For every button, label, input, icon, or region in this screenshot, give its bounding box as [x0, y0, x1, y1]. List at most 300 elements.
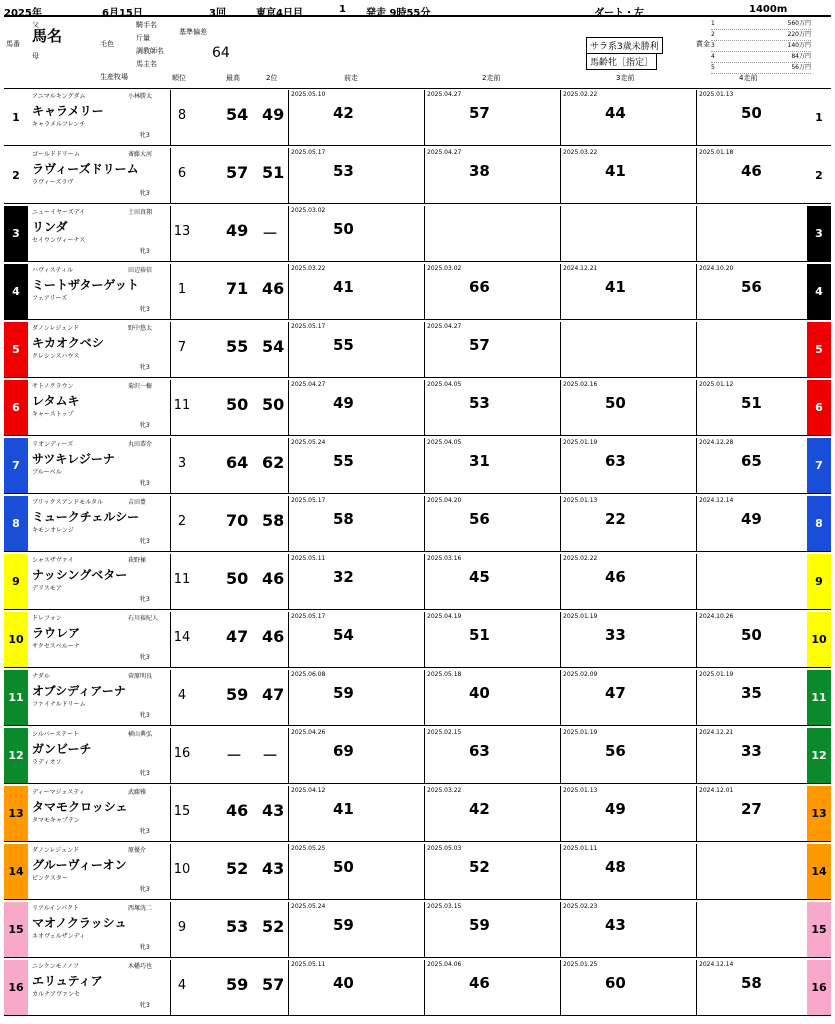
- past-race-date: 2024.12.28: [699, 439, 734, 446]
- past-race-date: 2025.01.12: [699, 381, 734, 388]
- past-race[interactable]: [424, 844, 560, 899]
- sex-age: 牝3: [140, 422, 150, 429]
- past-race-date: 2025.04.27: [291, 381, 326, 388]
- past-race[interactable]: [424, 670, 560, 725]
- past-race-score: 65: [741, 452, 762, 470]
- sire-name: リアルインパクト: [32, 905, 80, 912]
- jockey-name: 斎藤大河: [128, 151, 153, 158]
- past-race[interactable]: [696, 728, 805, 783]
- table-row: [4, 612, 831, 668]
- past-race[interactable]: [288, 844, 424, 899]
- past-race-empty: [560, 206, 696, 261]
- past-race-score: 50: [333, 858, 354, 876]
- past-race-date: 2025.04.05: [427, 439, 462, 446]
- jockey-label: 騎手名: [136, 21, 157, 29]
- dam-name: クレシンスハウス: [32, 353, 80, 360]
- past-race[interactable]: [288, 612, 424, 667]
- past-race[interactable]: [560, 496, 696, 551]
- past-race[interactable]: [288, 148, 424, 203]
- past-race-score: 49: [741, 510, 762, 528]
- race-header: [4, 4, 831, 17]
- past-race[interactable]: [424, 960, 560, 1015]
- rank-order: 4: [177, 688, 187, 703]
- past-race-score: 50: [741, 626, 762, 644]
- rank-order: 8: [177, 108, 187, 123]
- race-year: 2025年: [4, 8, 42, 19]
- horse-cell: [30, 728, 171, 783]
- rank-order: 1: [177, 282, 187, 297]
- rank-order: 11: [173, 572, 191, 587]
- past-race-date: 2025.01.19: [563, 729, 598, 736]
- jockey-name: 武藤雅: [128, 789, 147, 796]
- race-number: 1: [339, 4, 346, 15]
- dam-name: ラヴィーズラヴ: [32, 179, 74, 186]
- past-race-date: 2025.01.13: [699, 91, 734, 98]
- horse-name[interactable]: ラウレア: [32, 626, 81, 640]
- past-race-date: 2025.04.27: [427, 149, 462, 156]
- past-race[interactable]: [424, 554, 560, 609]
- past-race[interactable]: [424, 496, 560, 551]
- name-label: 馬名: [32, 27, 63, 45]
- past-race-score: 50: [605, 394, 626, 412]
- past-race-score: 45: [469, 568, 490, 586]
- second-label: 2位: [266, 74, 278, 82]
- past-race-score: 49: [605, 800, 626, 818]
- table-row: [4, 264, 831, 320]
- past-race-date: 2025.05.24: [291, 439, 326, 446]
- best-score: 59: [226, 975, 249, 994]
- past-race-date: 2025.04.06: [427, 961, 462, 968]
- past-race[interactable]: [696, 960, 805, 1015]
- sire-name: シルバーステート: [32, 731, 80, 738]
- best-score: 50: [226, 569, 249, 588]
- horse-name[interactable]: タマモクロッシェ: [32, 800, 128, 814]
- dam-name: フェアリーズ: [32, 295, 68, 302]
- dam-name: ネオヴェルザンディ: [32, 933, 86, 940]
- past-race[interactable]: [288, 960, 424, 1015]
- horse-name[interactable]: ミートザターゲット: [32, 278, 139, 292]
- past-race[interactable]: [560, 844, 696, 899]
- race-class: サラ系3歳未勝利: [586, 37, 663, 54]
- umaban-right: 8: [807, 496, 831, 551]
- jockey-name: 菊沢一樹: [128, 383, 153, 390]
- past-race-score: 41: [605, 162, 626, 180]
- past-race-date: 2025.05.17: [291, 613, 326, 620]
- table-row: [4, 902, 831, 958]
- past-race-date: 2025.03.22: [563, 149, 598, 156]
- jockey-name: 土田真翔: [128, 209, 153, 216]
- past-race-date: 2025.01.13: [563, 497, 598, 504]
- dam-name: セイウンヴィーナス: [32, 237, 86, 244]
- past-race-date: 2025.05.17: [291, 149, 326, 156]
- horse-name[interactable]: リンダ: [32, 220, 68, 234]
- past-race-score: 46: [469, 974, 490, 992]
- horse-name[interactable]: キャラメリー: [32, 104, 104, 118]
- past-race[interactable]: [424, 902, 560, 957]
- umaban-right: 4: [807, 264, 831, 319]
- best-score: 64: [226, 453, 249, 472]
- past-race-date: 2025.03.22: [291, 265, 326, 272]
- rank-order: 3: [177, 456, 187, 471]
- past-race-empty: [696, 844, 805, 899]
- past-race-date: 2025.02.15: [427, 729, 462, 736]
- umaban-left: 3: [4, 206, 28, 261]
- past-race-score: 59: [333, 916, 354, 934]
- sex-age: 牝3: [140, 654, 150, 661]
- past-race[interactable]: [424, 322, 560, 377]
- past-race[interactable]: [696, 612, 805, 667]
- past-race-score: 51: [741, 394, 762, 412]
- table-row: [4, 380, 831, 436]
- past-race[interactable]: [560, 728, 696, 783]
- horse-cell: [30, 670, 171, 725]
- rank-order: 6: [177, 166, 187, 181]
- past-race-score: 53: [333, 162, 354, 180]
- past-race-score: 59: [333, 684, 354, 702]
- sire-name: ダノンレジェンド: [32, 847, 80, 854]
- horse-cell: [30, 554, 171, 609]
- past-race[interactable]: [424, 612, 560, 667]
- race-condition: 馬齢牝［指定］: [586, 53, 657, 70]
- horse-cell: [30, 206, 171, 261]
- sex-age: 牝3: [140, 480, 150, 487]
- horse-name[interactable]: オブシディアーナ: [32, 684, 126, 698]
- past-race-date: 2025.06.08: [291, 671, 326, 678]
- horse-cell: [30, 902, 171, 957]
- prize-item: 5 56万円: [711, 63, 811, 74]
- past-race[interactable]: [560, 380, 696, 435]
- past-race[interactable]: [560, 554, 696, 609]
- past-race[interactable]: [288, 438, 424, 493]
- jockey-name: 西塚洸二: [128, 905, 153, 912]
- dam-name: ラディオソ: [32, 759, 62, 766]
- table-row: [4, 322, 831, 378]
- prize-label: 賞金: [696, 40, 710, 48]
- past-race-date: 2025.04.26: [291, 729, 326, 736]
- past-race[interactable]: [424, 380, 560, 435]
- rank-order: 2: [177, 514, 187, 529]
- umaban-right: 1: [807, 90, 831, 145]
- past-race-score: 40: [333, 974, 354, 992]
- past-race[interactable]: [288, 670, 424, 725]
- past-race[interactable]: [560, 148, 696, 203]
- umaban-left: 6: [4, 380, 28, 435]
- past-race-score: 42: [469, 800, 490, 818]
- second-score: 43: [262, 801, 285, 820]
- sex-age: 牝3: [140, 886, 150, 893]
- past-race[interactable]: [696, 438, 805, 493]
- past-race-score: 27: [741, 800, 762, 818]
- past-race-score: 46: [605, 568, 626, 586]
- jockey-name: 野中悠太: [128, 325, 153, 332]
- past-race[interactable]: [288, 902, 424, 957]
- second-score: 46: [262, 569, 285, 588]
- past-race-score: 41: [333, 278, 354, 296]
- past-race-date: 2025.02.23: [563, 903, 598, 910]
- past-race-empty: [424, 206, 560, 261]
- table-row: [4, 728, 831, 784]
- dam-name: カルナアヴァンセ: [32, 991, 80, 998]
- second-score: 46: [262, 627, 285, 646]
- umaban-right: 5: [807, 322, 831, 377]
- rank-order: 9: [177, 920, 187, 935]
- past-race[interactable]: [560, 960, 696, 1015]
- best-score: 59: [226, 685, 249, 704]
- order-label: 順位: [172, 74, 186, 82]
- rank-order: 14: [173, 630, 191, 645]
- past-race-score: 47: [605, 684, 626, 702]
- past-race-score: 54: [333, 626, 354, 644]
- past-race[interactable]: [288, 496, 424, 551]
- past-race-score: 53: [469, 394, 490, 412]
- past-race-date: 2025.01.13: [563, 787, 598, 794]
- past-race-score: 55: [333, 336, 354, 354]
- past-race-date: 2025.01.18: [699, 149, 734, 156]
- rank-order: 16: [173, 746, 191, 761]
- past-race-empty: [696, 206, 805, 261]
- table-row: [4, 438, 831, 494]
- best-score: 55: [226, 337, 249, 356]
- past-race[interactable]: [288, 264, 424, 319]
- past-race[interactable]: [696, 786, 805, 841]
- past-race-date: 2025.04.05: [427, 381, 462, 388]
- past-race[interactable]: [288, 322, 424, 377]
- past-race[interactable]: [424, 148, 560, 203]
- past-race-date: 2025.01.11: [563, 845, 598, 852]
- past-race[interactable]: [696, 264, 805, 319]
- past-race-empty: [696, 322, 805, 377]
- best-score: 53: [226, 917, 249, 936]
- past-race-score: 33: [741, 742, 762, 760]
- past-race-date: 2025.03.02: [291, 207, 326, 214]
- umaban-right: 6: [807, 380, 831, 435]
- best-score: 50: [226, 395, 249, 414]
- horse-name[interactable]: エリュティア: [32, 974, 103, 988]
- past-race-date: 2025.03.02: [427, 265, 462, 272]
- second-score: 50: [262, 395, 285, 414]
- sire-name: アニマルキングダム: [32, 93, 86, 100]
- past-race[interactable]: [560, 670, 696, 725]
- past-race[interactable]: [560, 438, 696, 493]
- second-score: －: [262, 746, 279, 765]
- horse-name[interactable]: ミュークチェルシー: [32, 510, 140, 524]
- past-race-score: 41: [333, 800, 354, 818]
- dam-label: 母: [32, 52, 39, 60]
- past-race-score: 55: [333, 452, 354, 470]
- past-race-date: 2024.10.26: [699, 613, 734, 620]
- horse-cell: [30, 322, 171, 377]
- sex-age: 牝3: [140, 132, 150, 139]
- race-date: 6月15日: [102, 8, 143, 19]
- prize-item: 1 560万円: [711, 19, 811, 30]
- past-race[interactable]: [560, 612, 696, 667]
- past-race-score: 69: [333, 742, 354, 760]
- dam-name: ファイナルドリーム: [32, 701, 86, 708]
- best-score: 49: [226, 221, 249, 240]
- table-row: [4, 206, 831, 262]
- second-score: －: [262, 224, 279, 243]
- race-kai: 3回: [209, 8, 226, 19]
- past-race[interactable]: [696, 380, 805, 435]
- past-race[interactable]: [288, 728, 424, 783]
- sire-name: ニューイヤーズデイ: [32, 209, 86, 216]
- past-race-score: 52: [469, 858, 490, 876]
- past-race[interactable]: [424, 438, 560, 493]
- past-race[interactable]: [696, 496, 805, 551]
- umaban-left: 2: [4, 148, 28, 203]
- second-score: 46: [262, 279, 285, 298]
- jockey-name: 菅原明良: [128, 673, 153, 680]
- past-race[interactable]: [560, 786, 696, 841]
- sex-age: 牝3: [140, 538, 150, 545]
- past-race-empty: [696, 902, 805, 957]
- past-race-score: 22: [605, 510, 626, 528]
- umaban-left: 14: [4, 844, 28, 899]
- past-race[interactable]: [696, 90, 805, 145]
- past-race[interactable]: [560, 90, 696, 145]
- jockey-name: 石川裕紀人: [128, 615, 159, 622]
- past-race-date: 2024.10.20: [699, 265, 734, 272]
- sex-age: 牝3: [140, 944, 150, 951]
- past-race-score: 50: [333, 220, 354, 238]
- dam-name: デリスモア: [32, 585, 62, 592]
- second-score: 52: [262, 917, 285, 936]
- second-score: 62: [262, 453, 285, 472]
- past-race-date: 2025.01.25: [563, 961, 598, 968]
- umaban-right: 7: [807, 438, 831, 493]
- sire-name: ハヴィスティル: [32, 267, 74, 274]
- sex-age: 牝3: [140, 828, 150, 835]
- umaban-right: 11: [807, 670, 831, 725]
- prize-item: 3 140万円: [711, 41, 811, 52]
- umaban-right: 15: [807, 902, 831, 957]
- umaban-right: 3: [807, 206, 831, 261]
- horse-cell: [30, 380, 171, 435]
- past-race-score: 35: [741, 684, 762, 702]
- sire-name: ドレフォン: [32, 615, 62, 622]
- past-race-score: 31: [469, 452, 490, 470]
- second-score: 49: [262, 105, 285, 124]
- horse-name[interactable]: キカオクベシ: [32, 336, 104, 350]
- past-race-date: 2025.04.19: [427, 613, 462, 620]
- horse-cell: [30, 844, 171, 899]
- jockey-name: 原優介: [128, 847, 147, 854]
- dam-name: ピンクスター: [32, 875, 68, 882]
- jockey-name: 木幡巧也: [128, 963, 153, 970]
- past-race[interactable]: [288, 90, 424, 145]
- past-race[interactable]: [696, 670, 805, 725]
- umaban-right: 13: [807, 786, 831, 841]
- sire-name: ブリックスアンドモルタル: [32, 499, 103, 506]
- past-race-date: 2024.12.21: [563, 265, 598, 272]
- past-race-score: 46: [741, 162, 762, 180]
- dam-name: キャーストップ: [32, 411, 74, 418]
- best-score: 46: [226, 801, 249, 820]
- umaban-right: 12: [807, 728, 831, 783]
- prev3-label: 3走前: [616, 74, 635, 82]
- past-race-score: 60: [605, 974, 626, 992]
- prize-item: 4 84万円: [711, 52, 811, 63]
- past-race-score: 50: [741, 104, 762, 122]
- trainer-label: 調教師名: [136, 47, 164, 55]
- horse-name[interactable]: サツキレジーナ: [32, 452, 115, 466]
- sex-age: 牝3: [140, 770, 150, 777]
- umaban-right: 16: [807, 960, 831, 1015]
- horse-name[interactable]: ラヴィーズドリーム: [32, 162, 139, 176]
- past-race[interactable]: [424, 90, 560, 145]
- jockey-name: 丸田恭介: [128, 441, 153, 448]
- race-track: ダート・左: [594, 8, 644, 19]
- rank-order: 7: [177, 340, 187, 355]
- past-race[interactable]: [288, 380, 424, 435]
- past-race[interactable]: [560, 264, 696, 319]
- past-race[interactable]: [288, 206, 424, 261]
- past-race[interactable]: [424, 264, 560, 319]
- sex-age: 牝3: [140, 248, 150, 255]
- jockey-name: 小林勝太: [128, 93, 153, 100]
- best-score: 47: [226, 627, 249, 646]
- past-race-score: 42: [333, 104, 354, 122]
- umaban-left: 13: [4, 786, 28, 841]
- past-race-score: 66: [469, 278, 490, 296]
- sire-name: サトノクラウン: [32, 383, 74, 390]
- past-race-date: 2025.02.16: [563, 381, 598, 388]
- umaban-left: 5: [4, 322, 28, 377]
- race-venue: 東京4日目: [256, 8, 303, 19]
- horse-name[interactable]: マオノクラッシュ: [32, 916, 127, 930]
- past-race-date: 2024.12.14: [699, 961, 734, 968]
- prev4-label: 4走前: [739, 74, 758, 82]
- past-race-date: 2025.05.24: [291, 903, 326, 910]
- past-race[interactable]: [696, 148, 805, 203]
- best-score: 54: [226, 105, 249, 124]
- rank-order: 10: [173, 862, 191, 877]
- sire-name: リオンディーズ: [32, 441, 74, 448]
- past-race[interactable]: [288, 554, 424, 609]
- past-race-date: 2025.03.15: [427, 903, 462, 910]
- past-race[interactable]: [424, 728, 560, 783]
- umaban-left: 1: [4, 90, 28, 145]
- past-race-date: 2025.01.19: [563, 439, 598, 446]
- table-row: [4, 90, 831, 146]
- past-race[interactable]: [424, 786, 560, 841]
- sire-name: ナダル: [32, 673, 50, 680]
- umaban-left: 8: [4, 496, 28, 551]
- horse-name[interactable]: レタムキ: [32, 394, 80, 408]
- rank-order: 4: [177, 978, 187, 993]
- umaban-left: 7: [4, 438, 28, 493]
- umaban-right: 10: [807, 612, 831, 667]
- horse-name[interactable]: ナッシングベター: [32, 568, 128, 582]
- jockey-name: 吉田豊: [128, 499, 147, 506]
- umaban-right: 9: [807, 554, 831, 609]
- past-race-date: 2024.12.14: [699, 497, 734, 504]
- sex-age: 牝3: [140, 306, 150, 313]
- sire-name: ゴールドドリーム: [32, 151, 80, 158]
- past-race-date: 2025.04.12: [291, 787, 326, 794]
- past-race[interactable]: [560, 902, 696, 957]
- table-row: [4, 960, 831, 1016]
- umaban-right: 2: [807, 148, 831, 203]
- second-score: 58: [262, 511, 285, 530]
- horse-cell: [30, 148, 171, 203]
- umaban-left: 9: [4, 554, 28, 609]
- past-race-date: 2024.12.21: [699, 729, 734, 736]
- horse-name[interactable]: ガンビーチ: [32, 742, 92, 756]
- umaban-label: 馬番: [6, 40, 20, 48]
- horse-name[interactable]: グルーヴィーオン: [32, 858, 127, 872]
- past-race[interactable]: [288, 786, 424, 841]
